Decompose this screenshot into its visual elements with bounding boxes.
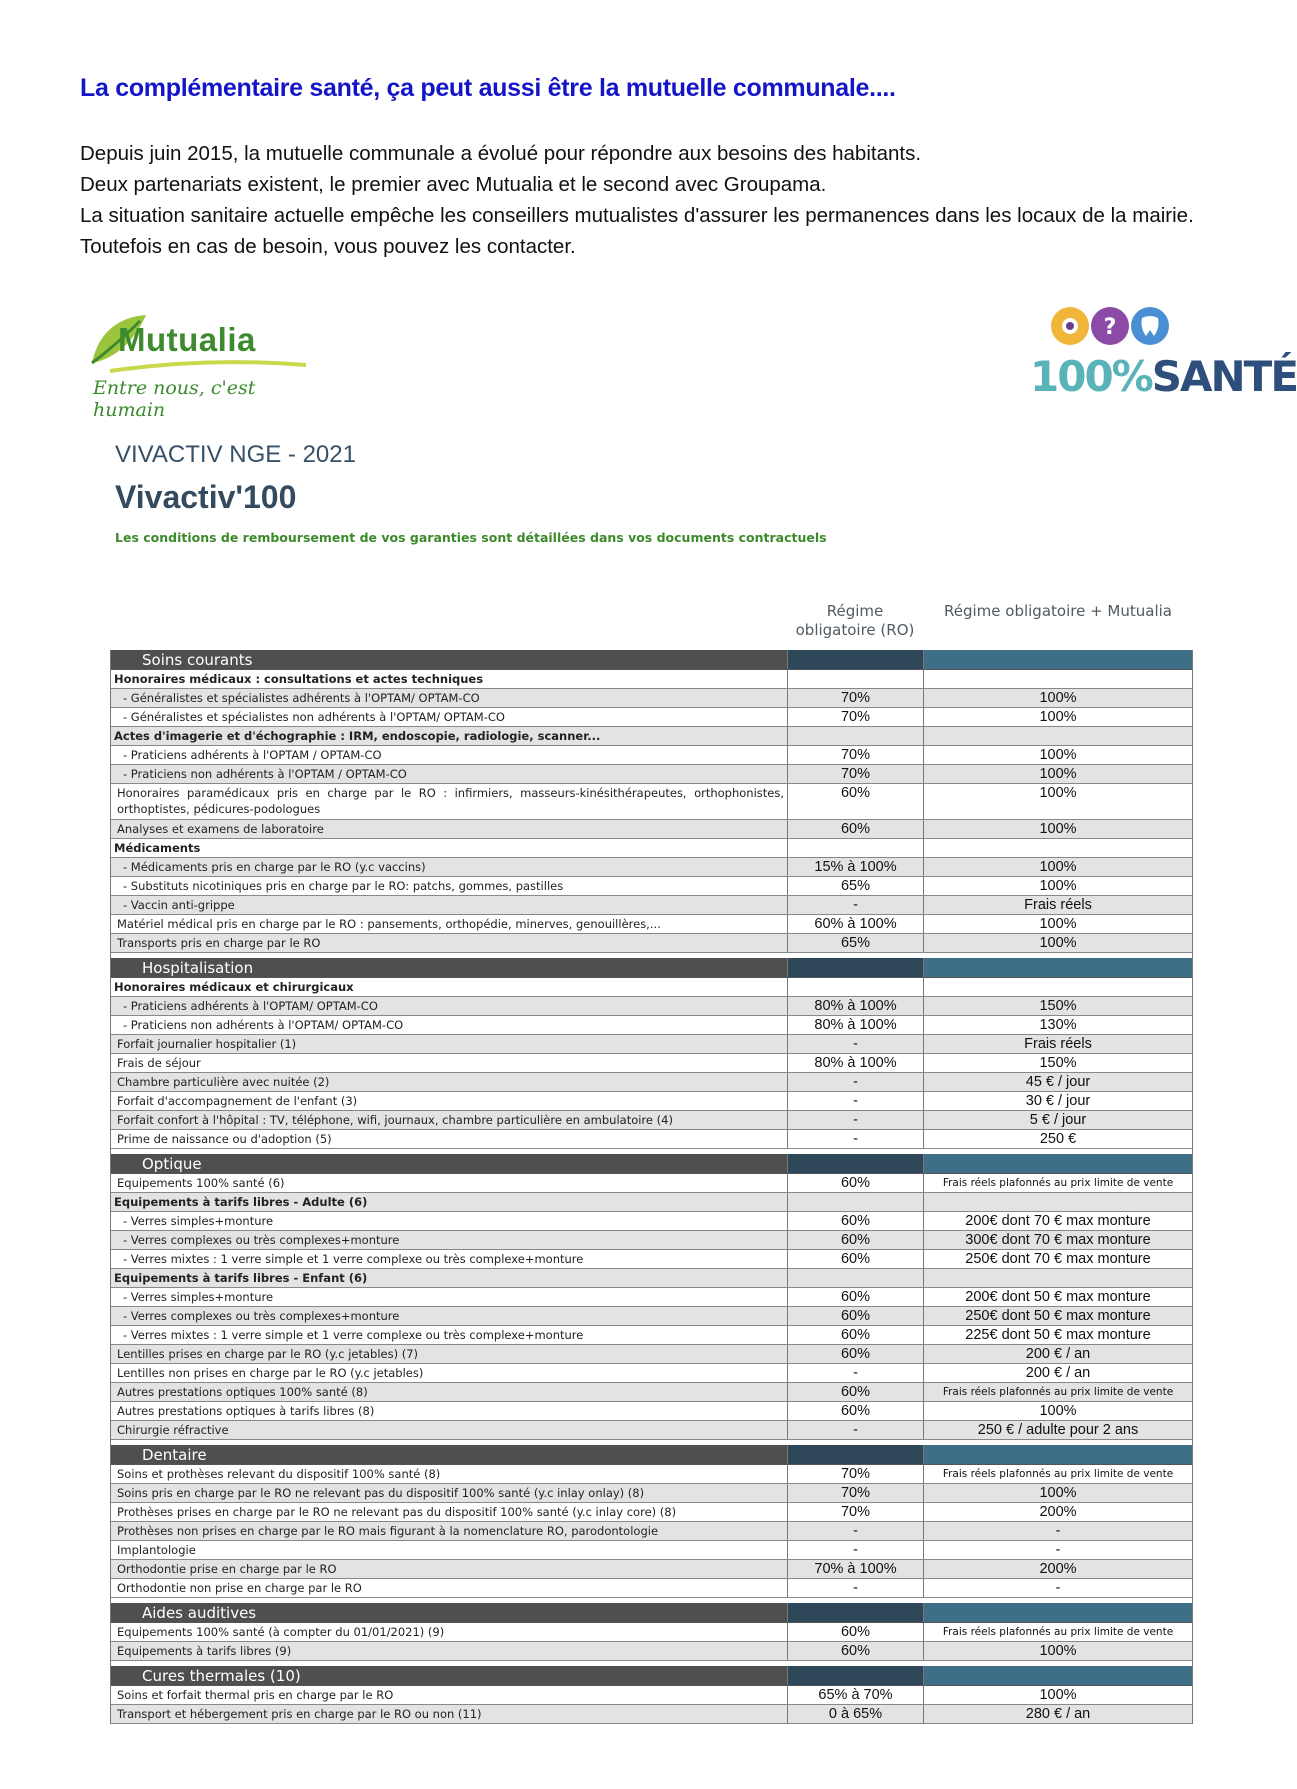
row-label: - Praticiens non adhérents à l'OPTAM/ OPTAM-CO — [111, 1016, 788, 1034]
row-label: Equipements à tarifs libres - Enfant (6) — [111, 1269, 788, 1287]
ro-rate: 60% — [788, 1174, 924, 1192]
row-label: Forfait confort à l'hôpital : TV, téléphone, wifi, journaux, chambre particulière en ambulatoire (4) — [111, 1111, 788, 1129]
mutualia-rate: 100% — [1039, 916, 1077, 932]
mutualia-rate: 200 € / an — [1025, 1365, 1091, 1381]
row-label: Prothèses prises en charge par le RO ne relevant pas du dispositif 100% santé (y.c inlay core) (8) — [111, 1503, 788, 1521]
table-row — [111, 784, 1192, 820]
ro-rate: 60% — [788, 1326, 924, 1344]
table-row — [111, 820, 1192, 839]
row-label: Lentilles non prises en charge par le RO (y.c jetables) — [111, 1364, 788, 1382]
table-row — [111, 858, 1192, 877]
section-band-mutualia — [924, 1154, 1192, 1173]
mutualia-rate: 250 € / adulte pour 2 ans — [977, 1422, 1139, 1438]
row-label: Prime de naissance ou d'adoption (5) — [111, 1130, 788, 1148]
table-row — [111, 670, 1192, 689]
ro-rate: 70% — [788, 746, 924, 764]
table-row — [111, 1686, 1192, 1705]
table-row — [111, 1193, 1192, 1212]
table-row — [111, 1705, 1192, 1724]
mutualia-logo — [88, 305, 328, 421]
table-row — [111, 1035, 1192, 1054]
mutualia-tagline: Entre nous, c'est humain — [93, 377, 256, 421]
table-row — [111, 978, 1192, 997]
ro-rate: 60% — [788, 1642, 924, 1660]
mutualia-rate: 200% — [1039, 1504, 1077, 1520]
row-label: - Praticiens non adhérents à l'OPTAM / OPTAM-CO — [111, 765, 788, 783]
section-header — [111, 1154, 1192, 1174]
table-row — [111, 708, 1192, 727]
ro-rate: 60% à 100% — [788, 915, 924, 933]
ro-rate: 70% à 100% — [788, 1560, 924, 1578]
eye-ear-tooth-icon — [1048, 302, 1188, 348]
mutualia-rate: 100% — [1039, 747, 1077, 763]
mutualia-rate: 200€ dont 70 € max monture — [965, 1213, 1151, 1229]
section-header — [111, 1666, 1192, 1686]
row-label: Honoraires paramédicaux pris en charge par le RO : infirmiers, masseurs-kinésithérapeutes, orthophonistes, orthoptistes, pédicures-podologues — [111, 784, 788, 819]
ro-rate: 60% — [788, 820, 924, 838]
intro-line: La situation sanitaire actuelle empêche les conseillers mutualistes d'assurer les permanences dans les locaux de la mairie. Toutefois en cas de besoin, vous pouvez les contacter. — [80, 204, 1194, 258]
row-label: Orthodontie non prise en charge par le RO — [111, 1579, 788, 1597]
row-label: Transport et hébergement pris en charge par le RO ou non (11) — [111, 1705, 788, 1723]
table-row — [111, 1503, 1192, 1522]
row-label: Chirurgie réfractive — [111, 1421, 788, 1439]
mutualia-rate: 30 € / jour — [1025, 1093, 1091, 1109]
section-band-mutualia — [924, 1603, 1192, 1622]
row-label: - Substituts nicotiniques pris en charge par le RO: patchs, gommes, pastilles — [111, 877, 788, 895]
table-row — [111, 997, 1192, 1016]
row-label: Equipements 100% santé (6) — [111, 1174, 788, 1192]
ro-rate: 60% — [788, 1250, 924, 1268]
mutualia-rate: 200 € / an — [1025, 1346, 1091, 1362]
row-label: Honoraires médicaux et chirurgicaux — [111, 978, 788, 996]
section-band-ro — [788, 1445, 924, 1464]
page-headline: La complémentaire santé, ça peut aussi être la mutuelle communale.... — [80, 74, 896, 102]
row-label: - Verres complexes ou très complexes+monture — [111, 1307, 788, 1325]
ro-rate: 65% — [788, 877, 924, 895]
table-row — [111, 896, 1192, 915]
ro-rate: 70% — [788, 765, 924, 783]
row-label: Forfait journalier hospitalier (1) — [111, 1035, 788, 1053]
section-band-ro — [788, 650, 924, 669]
table-row — [111, 1174, 1192, 1193]
row-label: - Verres mixtes : 1 verre simple et 1 verre complexe ou très complexe+monture — [111, 1250, 788, 1268]
row-label: Equipements à tarifs libres - Adulte (6) — [111, 1193, 788, 1211]
ro-rate — [788, 727, 924, 745]
mutualia-rate: Frais réels plafonnés au prix limite de vente — [942, 1177, 1174, 1189]
ro-rate — [788, 978, 924, 996]
mutualia-rate: 100% — [1039, 859, 1077, 875]
table-row — [111, 1465, 1192, 1484]
mutualia-rate: Frais réels plafonnés au prix limite de vente — [942, 1626, 1174, 1638]
column-header-ro: Régime obligatoire (RO) — [795, 602, 915, 639]
row-label: - Verres simples+monture — [111, 1212, 788, 1230]
row-label: Actes d'imagerie et d'échographie : IRM, endoscopie, radiologie, scanner... — [111, 727, 788, 745]
row-label: Equipements 100% santé (à compter du 01/01/2021) (9) — [111, 1623, 788, 1641]
ro-rate — [788, 839, 924, 857]
table-row — [111, 1016, 1192, 1035]
ro-rate: 60% — [788, 1402, 924, 1420]
row-label: Soins et prothèses relevant du dispositif 100% santé (8) — [111, 1465, 788, 1483]
row-label: Frais de séjour — [111, 1054, 788, 1072]
ro-rate — [788, 1193, 924, 1211]
table-row — [111, 1269, 1192, 1288]
table-row — [111, 1541, 1192, 1560]
table-row — [111, 1402, 1192, 1421]
mutualia-rate: - — [1055, 1580, 1061, 1596]
mutualia-rate: 100% — [1039, 1643, 1077, 1659]
row-label: Transports pris en charge par le RO — [111, 934, 788, 952]
table-row — [111, 765, 1192, 784]
mutualia-rate: 200% — [1039, 1561, 1077, 1577]
mutualia-rate: 100% — [1039, 709, 1077, 725]
section-band-ro — [788, 1154, 924, 1173]
mutualia-rate — [924, 1269, 1192, 1287]
mutualia-rate: Frais réels — [1024, 897, 1092, 913]
table-row — [111, 1212, 1192, 1231]
mutualia-rate — [924, 839, 1192, 857]
mutualia-rate: 200€ dont 50 € max monture — [965, 1289, 1151, 1305]
ro-rate: 60% — [788, 1623, 924, 1641]
row-label: Honoraires médicaux : consultations et actes techniques — [111, 670, 788, 688]
section-title: Dentaire — [111, 1445, 788, 1464]
ro-rate — [788, 670, 924, 688]
table-row — [111, 727, 1192, 746]
section-band-mutualia — [924, 1445, 1192, 1464]
section-band-ro — [788, 1603, 924, 1622]
table-row — [111, 1054, 1192, 1073]
row-label: - Praticiens adhérents à l'OPTAM / OPTAM-CO — [111, 746, 788, 764]
mutualia-rate: 130% — [1039, 1017, 1077, 1033]
mutualia-rate: 5 € / jour — [1029, 1112, 1087, 1128]
mutualia-rate: 250€ dont 50 € max monture — [965, 1308, 1151, 1324]
section-band-mutualia — [924, 650, 1192, 669]
table-row — [111, 746, 1192, 765]
row-label: Chambre particulière avec nuitée (2) — [111, 1073, 788, 1091]
mutualia-rate: - — [1055, 1523, 1061, 1539]
mutualia-rate: 100% — [1039, 785, 1077, 801]
ro-rate: 80% à 100% — [788, 1016, 924, 1034]
table-row — [111, 1522, 1192, 1541]
intro-line: Deux partenariats existent, le premier avec Mutualia et le second avec Groupama. — [80, 173, 827, 196]
ro-rate: 80% à 100% — [788, 1054, 924, 1072]
ro-rate: 70% — [788, 708, 924, 726]
sante-wordmark: 100%SANTÉ — [1030, 352, 1297, 401]
section-title: Soins courants — [111, 650, 788, 669]
section-band-ro — [788, 958, 924, 977]
mutualia-rate: 100% — [1039, 821, 1077, 837]
mutualia-wordmark: Mutualia — [118, 321, 256, 358]
mutualia-rate: 100% — [1039, 878, 1077, 894]
table-row — [111, 1231, 1192, 1250]
column-header-mutualia: Régime obligatoire + Mutualia — [944, 602, 1172, 620]
intro-text — [80, 138, 1210, 262]
guarantees-table — [110, 650, 1193, 1724]
ro-rate: - — [788, 1111, 924, 1129]
ro-rate: - — [788, 1579, 924, 1597]
mutualia-rate: 150% — [1039, 998, 1077, 1014]
mutualia-rate: - — [1055, 1542, 1061, 1558]
section-header — [111, 1445, 1192, 1465]
row-label: Autres prestations optiques 100% santé (8) — [111, 1383, 788, 1401]
section-header — [111, 650, 1192, 670]
mutualia-rate: 100% — [1039, 766, 1077, 782]
mutualia-rate: Frais réels plafonnés au prix limite de vente — [942, 1386, 1174, 1398]
section-title: Cures thermales (10) — [111, 1666, 788, 1685]
mutualia-rate: 225€ dont 50 € max monture — [965, 1327, 1151, 1343]
table-row — [111, 1623, 1192, 1642]
ro-rate: 70% — [788, 1503, 924, 1521]
mutualia-rate: 280 € / an — [1025, 1706, 1091, 1722]
section-band-mutualia — [924, 958, 1192, 977]
row-label: Analyses et examens de laboratoire — [111, 820, 788, 838]
section-header — [111, 958, 1192, 978]
mutualia-rate: Frais réels — [1024, 1036, 1092, 1052]
row-label: Orthodontie prise en charge par le RO — [111, 1560, 788, 1578]
table-row — [111, 1345, 1192, 1364]
table-row — [111, 839, 1192, 858]
table-row — [111, 1092, 1192, 1111]
svg-text:?: ? — [1103, 315, 1117, 340]
ro-rate: 15% à 100% — [788, 858, 924, 876]
ro-rate — [788, 1269, 924, 1287]
ro-rate: 60% — [788, 1383, 924, 1401]
table-row — [111, 1326, 1192, 1345]
row-label: - Généralistes et spécialistes non adhérents à l'OPTAM/ OPTAM-CO — [111, 708, 788, 726]
doc-title: Vivactiv'100 — [115, 479, 297, 515]
table-row — [111, 1560, 1192, 1579]
ro-rate: 60% — [788, 1307, 924, 1325]
table-row — [111, 1364, 1192, 1383]
table-row — [111, 1642, 1192, 1661]
row-label: Prothèses non prises en charge par le RO mais figurant à la nomenclature RO, parodontologie — [111, 1522, 788, 1540]
row-label: - Vaccin anti-grippe — [111, 896, 788, 914]
table-row — [111, 1307, 1192, 1326]
ro-rate: 60% — [788, 1345, 924, 1363]
section-band-mutualia — [924, 1666, 1192, 1685]
table-row — [111, 1130, 1192, 1149]
mutualia-rate: 100% — [1039, 690, 1077, 706]
table-row — [111, 1111, 1192, 1130]
mutualia-rate — [924, 978, 1192, 996]
mutualia-rate: 300€ dont 70 € max monture — [965, 1232, 1151, 1248]
ro-rate: - — [788, 1421, 924, 1439]
mutualia-rate: 100% — [1039, 1403, 1077, 1419]
section-band-ro — [788, 1666, 924, 1685]
row-label: Matériel médical pris en charge par le RO : pansements, orthopédie, minerves, genouillères,... — [111, 915, 788, 933]
ro-rate: - — [788, 1092, 924, 1110]
row-label: Implantologie — [111, 1541, 788, 1559]
row-label: - Généralistes et spécialistes adhérents à l'OPTAM/ OPTAM-CO — [111, 689, 788, 707]
row-label: Lentilles prises en charge par le RO (y.c jetables) (7) — [111, 1345, 788, 1363]
ro-rate: - — [788, 1522, 924, 1540]
section-title: Aides auditives — [111, 1603, 788, 1622]
ro-rate: - — [788, 896, 924, 914]
mutualia-rate: Frais réels plafonnés au prix limite de vente — [942, 1468, 1174, 1480]
ro-rate: 0 à 65% — [788, 1705, 924, 1723]
doc-note: Les conditions de remboursement de vos garanties sont détaillées dans vos documents contractuels — [115, 530, 827, 545]
mutualia-rate: 250€ dont 70 € max monture — [965, 1251, 1151, 1267]
ro-rate: 80% à 100% — [788, 997, 924, 1015]
table-row — [111, 1073, 1192, 1092]
doc-subtitle: VIVACTIV NGE - 2021 — [115, 441, 356, 468]
row-label: Soins et forfait thermal pris en charge par le RO — [111, 1686, 788, 1704]
ro-rate: - — [788, 1073, 924, 1091]
table-row — [111, 1579, 1192, 1598]
row-label: Médicaments — [111, 839, 788, 857]
table-row — [111, 934, 1192, 953]
intro-line: Depuis juin 2015, la mutuelle communale a évolué pour répondre aux besoins des habitants. — [80, 142, 922, 165]
ro-rate: 60% — [788, 1231, 924, 1249]
sante-logo — [1030, 302, 1297, 412]
row-label: - Médicaments pris en charge par le RO (y.c vaccins) — [111, 858, 788, 876]
table-row — [111, 1484, 1192, 1503]
ro-rate: 60% — [788, 1288, 924, 1306]
ro-rate: 60% — [788, 1212, 924, 1230]
mutualia-rate — [924, 670, 1192, 688]
row-label: - Verres complexes ou très complexes+monture — [111, 1231, 788, 1249]
table-row — [111, 877, 1192, 896]
mutualia-rate: 150% — [1039, 1055, 1077, 1071]
table-row — [111, 1421, 1192, 1440]
mutualia-rate: 100% — [1039, 1687, 1077, 1703]
table-row — [111, 915, 1192, 934]
swoosh-icon — [108, 361, 308, 375]
mutualia-rate — [924, 727, 1192, 745]
table-row — [111, 689, 1192, 708]
ro-rate: 70% — [788, 1465, 924, 1483]
ro-rate: 65% — [788, 934, 924, 952]
row-label: Forfait d'accompagnement de l'enfant (3) — [111, 1092, 788, 1110]
row-label: Soins pris en charge par le RO ne relevant pas du dispositif 100% santé (y.c inlay onlay) (8) — [111, 1484, 788, 1502]
row-label: Autres prestations optiques à tarifs libres (8) — [111, 1402, 788, 1420]
section-header — [111, 1603, 1192, 1623]
ro-rate: 70% — [788, 689, 924, 707]
section-title: Hospitalisation — [111, 958, 788, 977]
ro-rate: - — [788, 1130, 924, 1148]
mutualia-rate — [924, 1193, 1192, 1211]
table-row — [111, 1250, 1192, 1269]
ro-rate: 65% à 70% — [788, 1686, 924, 1704]
row-label: - Verres simples+monture — [111, 1288, 788, 1306]
section-title: Optique — [111, 1154, 788, 1173]
row-label: - Verres mixtes : 1 verre simple et 1 verre complexe ou très complexe+monture — [111, 1326, 788, 1344]
mutualia-rate: 45 € / jour — [1025, 1074, 1091, 1090]
table-row — [111, 1383, 1192, 1402]
mutualia-rate: 250 € — [1039, 1131, 1077, 1147]
row-label: Equipements à tarifs libres (9) — [111, 1642, 788, 1660]
mutualia-rate: 100% — [1039, 935, 1077, 951]
ro-rate: 70% — [788, 1484, 924, 1502]
mutualia-rate: 100% — [1039, 1485, 1077, 1501]
ro-rate: 60% — [788, 784, 924, 819]
ro-rate: - — [788, 1364, 924, 1382]
table-row — [111, 1288, 1192, 1307]
ro-rate: - — [788, 1035, 924, 1053]
ro-rate: - — [788, 1541, 924, 1559]
row-label: - Praticiens adhérents à l'OPTAM/ OPTAM-CO — [111, 997, 788, 1015]
